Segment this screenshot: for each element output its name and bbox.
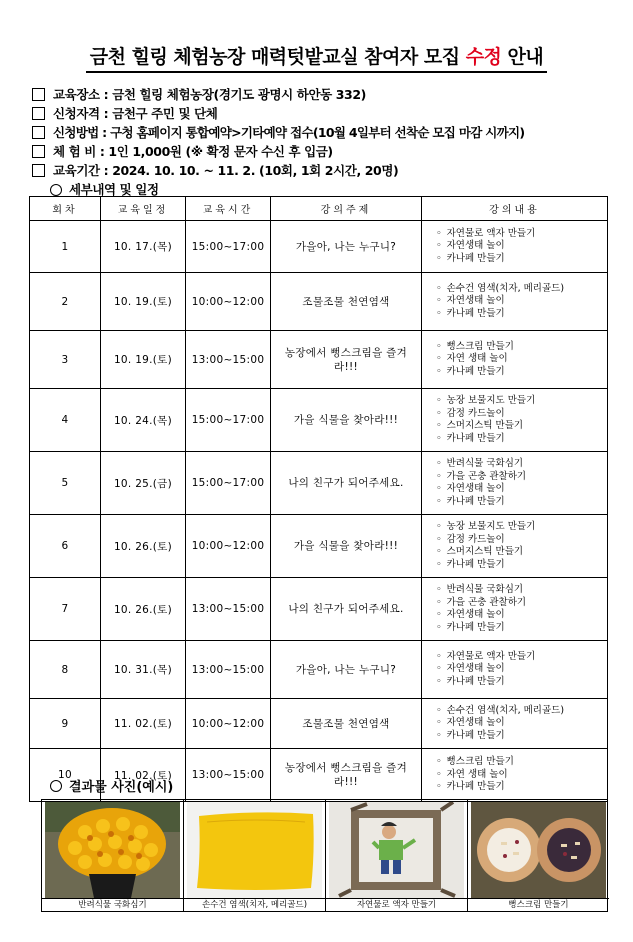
- header-session: 회차: [30, 197, 101, 221]
- table-row: [30, 641, 608, 699]
- topic-cell: 나의 친구가 되어주세요.: [271, 578, 422, 641]
- content-item: ◦ 자연생태 놀이: [436, 483, 606, 496]
- content-item: ◦ 반려식물 국화심기: [436, 584, 606, 597]
- content-item: ◦ 반려식물 국화심기: [436, 458, 606, 471]
- content-item: ◦ 손수건 염색(치자, 메리골드): [436, 705, 606, 718]
- date-cell: 11. 02.(토): [101, 749, 186, 802]
- info-list: [32, 85, 612, 199]
- time-cell: 10:00~12:00: [186, 699, 271, 749]
- time-cell: 10:00~12:00: [186, 515, 271, 578]
- title-text: 금천 힐링 체험농장 매력텃밭교실 참여자 모집: [89, 46, 466, 68]
- content-item: ◦ 농장 보물지도 만들기: [436, 521, 606, 534]
- session-cell: 10: [30, 749, 101, 802]
- content-item: ◦ 카나페 만들기: [436, 622, 606, 635]
- content-item: ◦ 감정 카드놀이: [436, 534, 606, 547]
- schedule-table: [29, 196, 608, 802]
- table-row: [30, 389, 608, 452]
- date-cell: 10. 25.(금): [101, 452, 186, 515]
- table-row: [30, 578, 608, 641]
- content-item: ◦ 농장 보물지도 만들기: [436, 395, 606, 408]
- content-item: ◦ 자연물로 액자 만들기: [436, 228, 606, 241]
- topic-cell: 가을 식물을 찾아라!!!: [271, 515, 422, 578]
- content-item: ◦ 자연 생태 놀이: [436, 353, 606, 366]
- info-period: 교육기간 : 2024. 10. 10. ~ 11. 2. (10회, 1회 2시간, 20명): [32, 161, 612, 180]
- content-item: ◦ 카나페 만들기: [436, 366, 606, 379]
- checkbox-icon: [32, 164, 45, 177]
- content-item: ◦ 카나페 만들기: [436, 253, 606, 266]
- content-cell: [422, 699, 608, 749]
- checkbox-icon: [32, 88, 45, 101]
- checkbox-icon: [32, 126, 45, 139]
- time-cell: 15:00~17:00: [186, 221, 271, 273]
- session-cell: 1: [30, 221, 101, 273]
- content-item: ◦ 자연생태 놀이: [436, 609, 606, 622]
- page-title: [0, 42, 633, 73]
- session-cell: 2: [30, 273, 101, 331]
- info-location: 교육장소 : 금천 힐링 체험농장(경기도 광명시 하안동 332): [32, 85, 612, 104]
- content-item: ◦ 스머지스틱 만들기: [436, 546, 606, 559]
- yellow-handkerchief-photo: [187, 802, 322, 898]
- checkbox-icon: [32, 107, 45, 120]
- content-item: ◦ 뻥스크림 만들기: [436, 756, 606, 769]
- content-cell: [422, 641, 608, 699]
- table-row: [30, 221, 608, 273]
- header-content: 강의내용: [422, 197, 608, 221]
- content-item: ◦ 스머지스틱 만들기: [436, 420, 606, 433]
- date-cell: 10. 19.(토): [101, 331, 186, 389]
- content-item: ◦ 감정 카드놀이: [436, 408, 606, 421]
- photo-card: [326, 800, 468, 911]
- content-item: ◦ 자연 생태 놀이: [436, 769, 606, 782]
- photo-card: [184, 800, 326, 911]
- session-cell: 3: [30, 331, 101, 389]
- content-item: ◦ 가을 곤충 관찰하기: [436, 471, 606, 484]
- date-cell: 10. 17.(목): [101, 221, 186, 273]
- time-cell: 15:00~17:00: [186, 452, 271, 515]
- content-item: ◦ 카나페 만들기: [436, 676, 606, 689]
- topic-cell: 가을아, 나는 누구니?: [271, 221, 422, 273]
- content-item: ◦ 자연생태 놀이: [436, 663, 606, 676]
- photo-card: [468, 800, 609, 911]
- header-date: 교육일정: [101, 197, 186, 221]
- photo-caption: 반려식물 국화심기: [42, 898, 183, 911]
- schedule-heading: 세부내역 및 일정: [50, 180, 612, 199]
- photos-heading: 결과물 사진(예시): [50, 776, 173, 795]
- content-item: ◦ 카나페 만들기: [436, 433, 606, 446]
- date-cell: 11. 02.(토): [101, 699, 186, 749]
- content-item: ◦ 가을 곤충 관찰하기: [436, 597, 606, 610]
- date-cell: 10. 19.(토): [101, 273, 186, 331]
- checkbox-icon: [32, 145, 45, 158]
- topic-cell: 가을 식물을 찾아라!!!: [271, 389, 422, 452]
- topic-cell: 농장에서 뻥스크림을 즐겨라!!!: [271, 749, 422, 802]
- content-cell: [422, 452, 608, 515]
- topic-cell: 농장에서 뻥스크림을 즐겨라!!!: [271, 331, 422, 389]
- content-item: ◦ 카나페 만들기: [436, 496, 606, 509]
- topic-cell: 조물조물 천연염색: [271, 273, 422, 331]
- date-cell: 10. 24.(목): [101, 389, 186, 452]
- session-cell: 9: [30, 699, 101, 749]
- content-item: ◦ 카나페 만들기: [436, 781, 606, 794]
- photo-caption: 손수건 염색(치자, 메리골드): [184, 898, 325, 911]
- time-cell: 10:00~12:00: [186, 273, 271, 331]
- info-eligibility: 신청자격 : 금천구 주민 및 단체: [32, 104, 612, 123]
- title-suffix: 안내: [501, 46, 544, 68]
- circle-bullet-icon: [50, 184, 62, 196]
- time-cell: 13:00~15:00: [186, 641, 271, 699]
- date-cell: 10. 26.(토): [101, 515, 186, 578]
- title-highlight: 수정: [465, 46, 502, 68]
- time-cell: 13:00~15:00: [186, 331, 271, 389]
- session-cell: 8: [30, 641, 101, 699]
- content-item: ◦ 카나페 만들기: [436, 730, 606, 743]
- header-time: 교육시간: [186, 197, 271, 221]
- content-item: ◦ 자연물로 액자 만들기: [436, 651, 606, 664]
- content-item: ◦ 손수건 염색(치자, 메리골드): [436, 283, 606, 296]
- content-cell: [422, 749, 608, 802]
- info-fee: 체 험 비 : 1인 1,000원 (※ 확정 문자 수신 후 입금): [32, 142, 612, 161]
- photo-caption: 뻥스크림 만들기: [468, 898, 609, 911]
- session-cell: 7: [30, 578, 101, 641]
- content-cell: [422, 515, 608, 578]
- time-cell: 13:00~15:00: [186, 749, 271, 802]
- time-cell: 13:00~15:00: [186, 578, 271, 641]
- topic-cell: 조물조물 천연염색: [271, 699, 422, 749]
- date-cell: 10. 31.(목): [101, 641, 186, 699]
- table-row: [30, 273, 608, 331]
- info-method: 신청방법 : 구청 홈페이지 통합예약>기타예약 접수(10월 4일부터 선착순 모집 마감 시까지): [32, 123, 612, 142]
- session-cell: 6: [30, 515, 101, 578]
- nature-frame-photo: [329, 802, 464, 898]
- table-body: [30, 221, 608, 802]
- photo-caption: 자연물로 액자 만들기: [326, 898, 467, 911]
- content-cell: [422, 273, 608, 331]
- session-cell: 5: [30, 452, 101, 515]
- content-item: ◦ 카나페 만들기: [436, 559, 606, 572]
- content-cell: [422, 221, 608, 273]
- table-row: [30, 699, 608, 749]
- content-cell: [422, 389, 608, 452]
- photo-card: [42, 800, 184, 911]
- puffed-icecream-photo: [471, 802, 606, 898]
- content-item: ◦ 자연생태 놀이: [436, 240, 606, 253]
- topic-cell: 가을아, 나는 누구니?: [271, 641, 422, 699]
- header-topic: 강의주제: [271, 197, 422, 221]
- content-item: ◦ 자연생태 놀이: [436, 295, 606, 308]
- time-cell: 15:00~17:00: [186, 389, 271, 452]
- table-row: [30, 515, 608, 578]
- session-cell: 4: [30, 389, 101, 452]
- topic-cell: 나의 친구가 되어주세요.: [271, 452, 422, 515]
- date-cell: 10. 26.(토): [101, 578, 186, 641]
- table-header-row: [30, 197, 608, 221]
- content-item: ◦ 뻥스크림 만들기: [436, 341, 606, 354]
- content-item: ◦ 자연생태 놀이: [436, 717, 606, 730]
- photo-strip: [41, 799, 608, 912]
- table-row: [30, 452, 608, 515]
- circle-bullet-icon: [50, 780, 62, 792]
- table-row: [30, 331, 608, 389]
- content-item: ◦ 카나페 만들기: [436, 308, 606, 321]
- content-cell: [422, 331, 608, 389]
- chrysanthemum-pot-photo: [45, 802, 180, 898]
- content-cell: [422, 578, 608, 641]
